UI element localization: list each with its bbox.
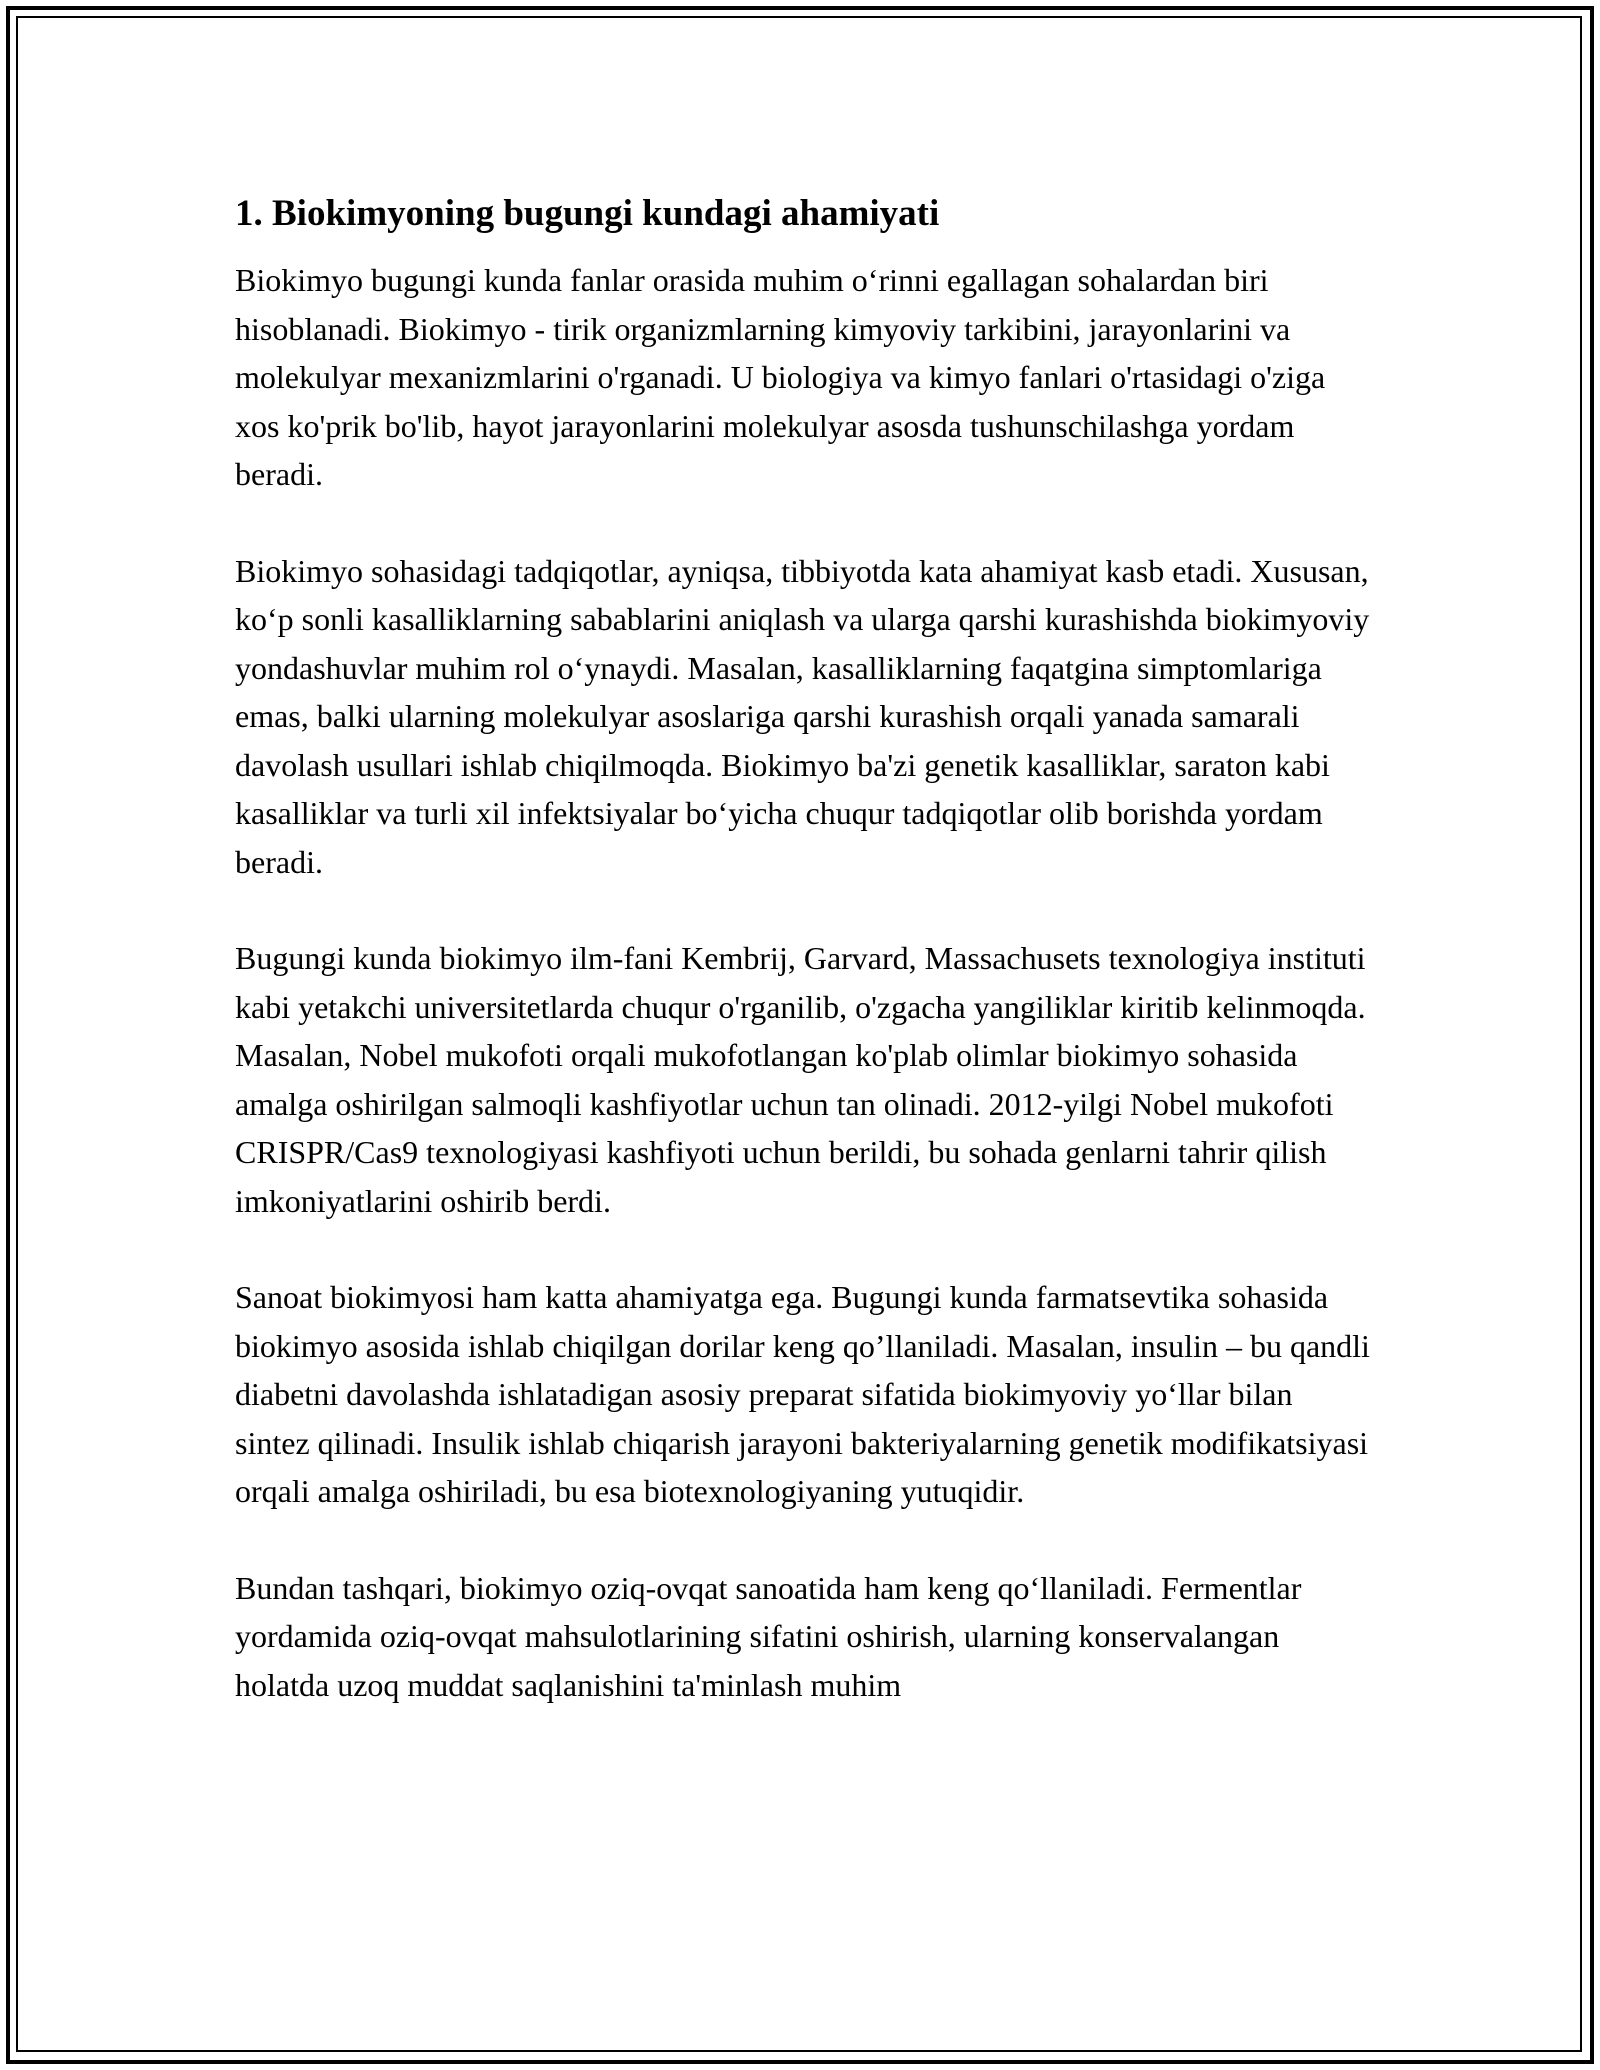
document-body <box>235 186 1375 1757</box>
section-heading: 1. Biokimyoning bugungi kundagi ahamiyati <box>235 193 940 234</box>
paragraph-5: Bundan tashqari, biokimyo oziq-ovqat sanoatida ham keng qo‘llaniladi. Fermentlar yordamida oziq-ovqat mahsulotlarining sifatini oshirish, ularning konservalangan holatda uzoq muddat saqlanishini ta'minlash muhim <box>235 1569 1302 1703</box>
paragraph-3: Bugungi kunda biokimyo ilm-fani Kembrij, Garvard, Massachusets texnologiya instituti kabi yetakchi universitetlarda chuqur o'rganilib, o'zgacha yangiliklar kiritib kelinmoqda. Masalan, Nobel mukofoti orqali mukofotlangan ko'plab olimlar biokimyo sohasida amalga oshirilgan salmoqli kashfiyotlar uchun tan olinadi. 2012-yilgi Nobel mukofoti CRISPR/Cas9 texnologiyasi kashfiyoti uchun berildi, bu sohada genlarni tahrir qilish imkoniyatlarini oshirib berdi. <box>235 940 1366 1219</box>
paragraph-1: Biokimyo bugungi kunda fanlar orasida muhim o‘rinni egallagan sohalardan biri hisoblanadi. Biokimyo - tirik organizmlarning kimyoviy tarkibini, jarayonlarini va molekulyar mexanizmlarini o'rganadi. U biologiya va kimyo fanlari o'rtasidagi o'ziga xos ko'prik bo'lib, hayot jarayonlarini molekulyar asosda tushunschilashga yordam beradi. <box>235 262 1326 492</box>
paragraph-2: Biokimyo sohasidagi tadqiqotlar, ayniqsa, tibbiyotda kata ahamiyat kasb etadi. Xususan, ko‘p sonli kasalliklarning sabablarini aniqlash va ularga qarshi kurashishda biokimyoviy yondashuvlar muhim rol o‘ynaydi. Masalan, kasalliklarning faqatgina simptomlariga emas, balki ularning molekulyar asoslariga qarshi kurashish orqali yanada samarali davolash usullari ishlab chiqilmoqda. Biokimyo ba'zi genetik kasalliklar, saraton kabi kasalliklar va turli xil infektsiyalar bo‘yicha chuqur tadqiqotlar olib borishda yordam beradi. <box>235 552 1370 880</box>
paragraph-4: Sanoat biokimyosi ham katta ahamiyatga ega. Bugungi kunda farmatsevtika sohasida biokimyo asosida ishlab chiqilgan dorilar keng qo’llaniladi. Masalan, insulin – bu qandli diabetni davolashda ishlatadigan asosiy preparat sifatida biokimyoviy yo‘llar bilan sintez qilinadi. Insulik ishlab chiqarish jarayoni bakteriyalarning genetik modifikatsiyasi orqali amalga oshiriladi, bu esa biotexnologiyaning yutuqidir. <box>235 1279 1370 1509</box>
